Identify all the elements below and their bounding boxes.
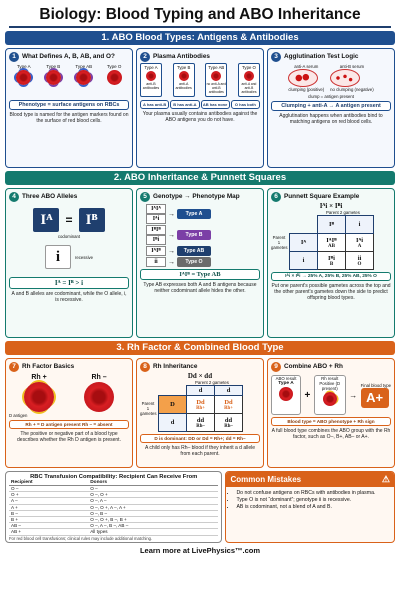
section-3-header: 3. Rh Factor & Combined Blood Type: [5, 341, 395, 355]
panel-number: 6: [271, 192, 281, 202]
key-statement: Rh + = D antigen present Rh – = absent: [9, 420, 129, 429]
cell-phenotype: A: [357, 243, 362, 249]
cell-label: Type AB: [75, 64, 93, 69]
phenotype-box: Type O: [177, 257, 211, 267]
final-label: Final blood type: [360, 382, 391, 388]
panel-title: What Defines A, B, AB, and O?: [22, 53, 115, 60]
mistakes-title: Common Mistakes: [230, 475, 302, 484]
panel-title: Plasma Antibodies: [153, 53, 210, 60]
arrow-icon: →: [168, 231, 175, 239]
gamete-top: d: [187, 386, 215, 396]
panel-description: The positive or negative part of a blood type describes whether the Rh D antigen is present.: [17, 431, 121, 443]
allele-i-tile: i: [45, 245, 71, 269]
common-mistakes-panel: [225, 471, 395, 543]
gamete-top: i: [346, 216, 374, 234]
punnett-cell: [318, 234, 346, 252]
cell-phenotype: Rh+: [224, 405, 233, 411]
panel-description: Agglutination happens when antibodies bind to matching antigens on red blood cells.: [279, 113, 383, 125]
recipient-cell: AB –: [9, 523, 88, 529]
list-item: • AB is codominant, not a blend of A and B.: [236, 504, 392, 511]
transfusion-table-panel: [5, 471, 222, 543]
d-antigen-label: D antigen: [9, 413, 28, 418]
panel-title: Punnett Square Example: [284, 193, 360, 200]
serum-test-a: [288, 64, 324, 92]
tube-label: Type A: [144, 65, 158, 70]
recessive-label: recessive: [74, 254, 94, 260]
punnett-wrap: [271, 215, 391, 270]
antibody-label: no anti-A and anti-B antibodies: [206, 82, 227, 94]
panel-number: 3: [271, 52, 281, 62]
rbc-icon: [279, 387, 293, 401]
cell-phenotype: Rh+: [196, 405, 205, 411]
recipient-cell: A –: [9, 498, 88, 504]
arrow-icon: →: [168, 258, 175, 266]
cell-label: Type A: [16, 64, 31, 69]
final-type: [361, 383, 391, 408]
rh-cells: [9, 381, 129, 413]
genotype-box: IᴬIᴮ: [146, 246, 166, 256]
arrow-icon: →: [349, 390, 358, 400]
section-2-row: [5, 188, 395, 338]
key-statement: Iᴬi × Iᴮi → 25% A, 25% B, 25% AB, 25% O: [271, 272, 391, 281]
donors-cell: O –, A –: [88, 498, 218, 504]
footer-link[interactable]: Learn more at LivePhysics™.com: [139, 546, 261, 555]
tube-label: Type AB: [208, 65, 225, 70]
section-3-row: [5, 358, 395, 468]
panel-number: 9: [271, 362, 281, 372]
summary-ab: AB has none: [201, 100, 230, 109]
panel-3: [267, 48, 395, 168]
mistakes-header: [226, 472, 394, 487]
gamete-left: D: [159, 396, 187, 414]
plasma-panel-a: [140, 63, 162, 97]
abo-result-box: [271, 375, 301, 415]
panel-title: Combine ABO + Rh: [284, 363, 343, 370]
panel-description: Your plasma usually contains antibodies against the ABO antigens you do not have.: [142, 111, 258, 123]
table-header: Recipient: [9, 480, 88, 486]
tube-label: Type B: [176, 65, 191, 70]
genotype-box: IᴮIᴮ: [146, 225, 166, 235]
plasma-panel-o: [238, 63, 260, 97]
rbc-icon: [211, 71, 221, 81]
arrow-icon: →: [168, 210, 175, 218]
codominant-label: codominant: [57, 234, 81, 239]
key-statement: Blood type = ABO phenotype + Rh sign: [271, 417, 391, 426]
warning-icon: ⚠: [381, 474, 390, 484]
panel-2: [136, 48, 264, 168]
panel-6: [267, 188, 395, 338]
parent1-label: Parent 1 gametes: [140, 401, 157, 416]
genotype-map: [146, 204, 260, 267]
map-row-b: [146, 225, 260, 245]
antibody-summary: [140, 100, 260, 109]
serum-label: anti-B serum: [339, 64, 365, 69]
key-statement: IᴬIᴮ = Type AB: [140, 269, 260, 280]
panel-7: [5, 358, 133, 468]
donors-cell: O –, O +, A –, A +: [88, 504, 218, 510]
unclumped-dish-icon: [330, 69, 360, 87]
gamete-top: Iᴮ: [318, 216, 346, 234]
recessive-row: [9, 245, 129, 269]
section-1-row: [5, 48, 395, 168]
recipient-cell: O +: [9, 492, 88, 498]
cell-type-b: [46, 64, 61, 86]
panel-description: A and B alleles are codominant, while the O allele, i, is recessive.: [11, 291, 127, 303]
rh-negative-label: Rh –: [91, 374, 107, 381]
cell-phenotype: Rh–: [224, 423, 233, 429]
cell-genotype: Dd: [196, 398, 205, 406]
donors-cell: O –: [88, 486, 218, 492]
cell-label: Type B: [46, 64, 61, 69]
rh-positive-cell-icon: [24, 382, 54, 412]
list-item: • Do not confuse antigens on RBCs with antibodies in plasma.: [236, 490, 392, 497]
cell-phenotype: AB: [328, 243, 335, 249]
panel-number: 2: [140, 52, 150, 62]
key-statement: Phenotype = surface antigens on RBCs: [9, 100, 129, 110]
allele-b-tile: Iᴮ: [79, 208, 105, 232]
rh-labels: [9, 374, 129, 381]
page-title: Biology: Blood Typing and ABO Inheritance: [39, 6, 361, 23]
summary-b: B has anti-A: [170, 100, 199, 109]
donors-cell: O –, O +, B –, B +: [88, 516, 218, 522]
map-row-ab: [146, 246, 260, 256]
gamete-left: Iᴬ: [290, 234, 318, 252]
panel-number: 5: [140, 192, 150, 202]
list-item: • Type O is not “dominant”; genotype ii is recessive.: [236, 497, 392, 504]
panel-4: [5, 188, 133, 338]
key-statement: D is dominant: DD or Dd = Rh+; dd = Rh–: [140, 434, 260, 443]
rh-result-label: Rh result: [321, 376, 339, 381]
rbc-icon: [146, 71, 156, 81]
antibody-tubes: [140, 63, 260, 97]
cell-genotype: dd: [196, 416, 205, 424]
plasma-panel-ab: [205, 63, 227, 97]
recipient-cell: A +: [9, 504, 88, 510]
key-statement: Clumping + anti-A → A antigen present: [271, 101, 391, 111]
cell-phenotype: O: [357, 261, 362, 267]
donors-cell: O –, A –, B –, AB –: [88, 523, 218, 529]
panel-title: Rh Factor Basics: [22, 363, 75, 370]
gamete-left: d: [159, 414, 187, 432]
arrow-icon: →: [168, 247, 175, 255]
panel-8: [136, 358, 264, 468]
punnett-cell: [318, 252, 346, 270]
panel-number: 4: [9, 192, 19, 202]
rh-punnett-square: [158, 385, 243, 432]
allele-a-tile: Iᴬ: [33, 208, 59, 232]
punnett-cell: [187, 396, 215, 414]
panel-9: [267, 358, 395, 468]
cell-types: [9, 64, 129, 86]
transfusion-table: [9, 480, 218, 536]
table-header: Donors: [88, 480, 218, 486]
clump-note: clump = antigen present: [308, 94, 354, 99]
punnett-square: [289, 215, 374, 270]
clumped-dish-icon: [288, 69, 318, 87]
antibody-label: anti-A and anti-B antibodies: [241, 82, 257, 94]
table-note: For red blood cell transfusions; clinical rules may include additional matching.: [9, 535, 153, 541]
panel-title: Rh Inheritance: [153, 363, 198, 370]
cell-phenotype: B: [329, 261, 334, 267]
cell-genotype: Dd: [224, 398, 233, 406]
agglutination-test: [271, 64, 391, 92]
cell-phenotype: Rh–: [196, 423, 205, 429]
donors-cell: O –, O +: [88, 492, 218, 498]
rbc-icon: [244, 71, 254, 81]
cell-genotype: ii: [357, 254, 362, 262]
serum-label: anti-A serum: [294, 64, 319, 69]
combine-row: [271, 375, 391, 415]
rbc-icon: [323, 392, 337, 406]
genotype-box: IᴬIᴬ: [146, 204, 166, 214]
final-type-badge: A+: [361, 388, 389, 408]
rh-result-value: Positive (D present): [319, 381, 341, 391]
cross-label: Dd × dd: [187, 372, 213, 380]
table-row: [9, 529, 218, 535]
panel-description: A full blood type combines the ABO group with the Rh factor, such as O–, B+, AB– or A+.: [271, 428, 391, 440]
recipient-cell: AB +: [9, 529, 88, 535]
serum-test-b: [330, 64, 373, 92]
parent1-label: Parent 1 gametes: [271, 235, 288, 250]
cell-label: Type O: [106, 64, 122, 69]
panel-title: Agglutination Test Logic: [284, 53, 359, 60]
parent2-label: Parent 2 gametes: [326, 210, 360, 215]
genotype-box: Iᴬi: [146, 214, 166, 224]
parent2-label: Parent 2 gametes: [195, 380, 229, 385]
rbc-icon: [107, 70, 122, 85]
tube-label: Type O: [242, 65, 256, 70]
rbc-icon: [76, 70, 91, 85]
antibody-label: anti-B antibodies: [142, 82, 160, 90]
equals-sign: =: [65, 213, 73, 227]
panel-1: [5, 48, 133, 168]
antibody-label: anti-A antibodies: [175, 82, 192, 90]
map-row-o: [146, 257, 260, 267]
abo-result-label: ABO result: [275, 376, 297, 381]
result-label: clumping (positive): [288, 87, 325, 92]
rbc-icon: [46, 70, 61, 85]
rh-negative-cell-icon: [84, 382, 114, 412]
phenotype-box: Type B: [177, 230, 211, 240]
panel-description: Put one parent's possible gametes across the top and the other parent's gametes down the side to predict offspring blood types.: [271, 283, 391, 301]
punnett-cell: [187, 414, 215, 432]
cell-genotype: IᴬIᴮ: [326, 236, 337, 244]
genotype-box: Iᴮi: [146, 235, 166, 245]
abo-result-value: Type A: [278, 381, 294, 386]
mistakes-list: [226, 487, 394, 514]
recipient-cell: O –: [9, 486, 88, 492]
plus-icon: +: [304, 389, 311, 401]
recipient-cell: B +: [9, 516, 88, 522]
panel-number: 7: [9, 362, 19, 372]
cell-type-a: [16, 64, 31, 86]
rh-result-box: [314, 375, 346, 415]
gamete-top: d: [215, 386, 243, 396]
summary-o: O has both: [231, 100, 260, 109]
rbc-icon: [16, 70, 31, 85]
title-rule: [9, 26, 391, 28]
panel-description: Blood type is named for the antigen markers found on the surface of red blood cells.: [9, 112, 129, 124]
panel-description: A child only has Rh– blood if they inherit a d allele from each parent.: [144, 445, 256, 457]
cross-label: Iᴬi × Iᴮi: [319, 202, 343, 210]
plasma-panel-b: [173, 63, 195, 97]
punnett-wrap: [140, 385, 260, 432]
section-1-header: 1. ABO Blood Types: Antigens & Antibodies: [5, 31, 395, 45]
panel-description: Type AB expresses both A and B antigens because neither codominant allele hides the other.: [143, 282, 257, 294]
panel-number: 1: [9, 52, 19, 62]
panel-number: 8: [140, 362, 150, 372]
genotype-box: ii: [146, 257, 166, 267]
punnett-cell: [215, 396, 243, 414]
panel-title: Genotype → Phenotype Map: [153, 193, 240, 200]
punnett-cell: [215, 414, 243, 432]
panel-title: Three ABO Alleles: [22, 193, 78, 200]
cell-type-o: [107, 64, 122, 86]
donors-cell: O –, B –: [88, 510, 218, 516]
key-statement: Iᴬ = Iᴮ > i: [9, 277, 129, 289]
gamete-left: i: [290, 252, 318, 270]
transfusion-title: RBC Transfusion Compatibility: Recipient Can Receive From: [30, 474, 198, 480]
donors-cell: All types: [88, 529, 218, 535]
phenotype-box: Type AB: [177, 246, 211, 256]
map-row-a: [146, 204, 260, 224]
summary-a: A has anti-B: [140, 100, 169, 109]
cell-genotype: dd: [224, 416, 233, 424]
phenotype-box: Type A: [177, 209, 211, 219]
cell-genotype: Iᴮi: [328, 254, 335, 262]
rh-positive-label: Rh +: [31, 374, 47, 381]
bottom-row: [5, 471, 395, 543]
result-label: no clumping (negative): [330, 87, 374, 92]
recipient-cell: B –: [9, 510, 88, 516]
cell-genotype: Iᴬi: [355, 236, 364, 244]
punnett-cell: [346, 252, 374, 270]
panel-5: [136, 188, 264, 338]
punnett-cell: [346, 234, 374, 252]
cell-type-ab: [75, 64, 92, 86]
rbc-icon: [179, 71, 189, 81]
allele-row: [9, 208, 129, 232]
section-2-header: 2. ABO Inheritance & Punnett Squares: [5, 171, 395, 185]
